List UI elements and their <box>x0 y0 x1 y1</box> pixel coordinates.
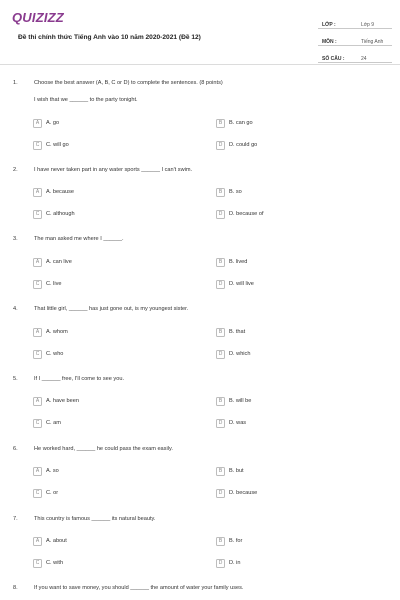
option-text: C. will go <box>46 142 69 148</box>
option-letter-box: C <box>33 280 42 289</box>
option-c[interactable] <box>33 349 63 359</box>
option-b[interactable] <box>216 118 253 128</box>
option-a[interactable] <box>33 257 72 267</box>
option-text: D. because <box>229 490 258 496</box>
meta-key: MÔN : <box>322 38 337 45</box>
option-text: A. can live <box>46 259 72 265</box>
option-text: D. was <box>229 420 247 426</box>
option-letter-box: A <box>33 397 42 406</box>
option-d[interactable] <box>216 488 257 498</box>
option-d[interactable] <box>216 209 264 219</box>
option-b[interactable] <box>216 187 242 197</box>
option-text: B. but <box>229 468 244 474</box>
option-a[interactable] <box>33 327 68 337</box>
worksheet-meta <box>318 14 392 65</box>
option-letter-box: B <box>216 467 225 476</box>
option-d[interactable] <box>216 418 246 428</box>
option-letter-box: D <box>216 280 225 289</box>
option-letter-box: A <box>33 467 42 476</box>
option-letter-box: D <box>216 350 225 359</box>
option-text: A. because <box>46 189 74 195</box>
option-c[interactable] <box>33 488 58 498</box>
option-letter-box: C <box>33 350 42 359</box>
option-text: B. for <box>229 538 243 544</box>
meta-value: 24 <box>361 55 367 62</box>
option-letter-box: C <box>33 210 42 219</box>
option-text: A. so <box>46 468 59 474</box>
option-letter-box: A <box>33 328 42 337</box>
option-letter-box: D <box>216 419 225 428</box>
option-letter-box: D <box>216 141 225 150</box>
worksheet-title: Đề thi chính thức Tiếng Anh vào 10 năm 2020-2021 (Đề 12) <box>18 34 201 41</box>
option-text: A. have been <box>46 398 79 404</box>
question-text: I wish that we ______ to the party tonight. <box>34 97 138 103</box>
question-text: I have never taken part in any water sports ______ I can't swim. <box>34 167 193 173</box>
question-number: 1. <box>13 80 18 86</box>
option-letter-box: B <box>216 537 225 546</box>
option-text: C. who <box>46 351 64 357</box>
question-text: He worked hard, ______ he could pass the exam easily. <box>34 446 173 452</box>
option-a[interactable] <box>33 118 59 128</box>
option-c[interactable] <box>33 209 75 219</box>
option-letter-box: C <box>33 419 42 428</box>
option-a[interactable] <box>33 396 79 406</box>
option-letter-box: B <box>216 188 225 197</box>
option-text: C. or <box>46 490 59 496</box>
option-text: B. can go <box>229 120 253 126</box>
question-text: This country is famous ______ its natural beauty. <box>34 516 156 522</box>
option-d[interactable] <box>216 279 254 289</box>
option-letter-box: A <box>33 537 42 546</box>
option-c[interactable] <box>33 558 63 568</box>
option-c[interactable] <box>33 279 62 289</box>
option-b[interactable] <box>216 327 245 337</box>
option-letter-box: B <box>216 328 225 337</box>
option-d[interactable] <box>216 349 250 359</box>
option-text: B. lived <box>229 259 248 265</box>
question-text: If you want to save money, you should ______ the amount of water your family uses. <box>34 585 244 591</box>
option-a[interactable] <box>33 536 67 546</box>
option-text: A. whom <box>46 329 68 335</box>
option-letter-box: D <box>216 489 225 498</box>
option-b[interactable] <box>216 536 242 546</box>
option-text: C. with <box>46 560 64 566</box>
option-letter-box: C <box>33 141 42 150</box>
option-text: A. about <box>46 538 67 544</box>
option-text: B. will be <box>229 398 252 404</box>
option-letter-box: D <box>216 210 225 219</box>
header-divider <box>0 64 400 65</box>
option-text: A. go <box>46 120 60 126</box>
question-number: 6. <box>13 446 18 452</box>
option-text: D. in <box>229 560 241 566</box>
option-letter-box: B <box>216 258 225 267</box>
option-a[interactable] <box>33 466 59 476</box>
question-number: 7. <box>13 516 18 522</box>
option-text: D. will live <box>229 281 254 287</box>
question-number: 3. <box>13 236 18 242</box>
option-text: D. because of <box>229 211 264 217</box>
option-text: B. that <box>229 329 246 335</box>
option-b[interactable] <box>216 466 244 476</box>
option-letter-box: A <box>33 258 42 267</box>
question-text: That little girl, ______ has just gone out, is my youngest sister. <box>34 306 189 312</box>
option-letter-box: A <box>33 188 42 197</box>
option-letter-box: B <box>216 397 225 406</box>
option-letter-box: D <box>216 559 225 568</box>
meta-key: LỚP : <box>322 21 336 28</box>
option-text: C. live <box>46 281 62 287</box>
question-text: The man asked me where I ______. <box>34 236 124 242</box>
option-letter-box: A <box>33 119 42 128</box>
option-a[interactable] <box>33 187 74 197</box>
meta-row-count <box>318 48 392 63</box>
option-text: B. so <box>229 189 242 195</box>
option-d[interactable] <box>216 140 257 150</box>
option-letter-box: B <box>216 119 225 128</box>
option-b[interactable] <box>216 257 247 267</box>
question-number: 8. <box>13 585 18 591</box>
worksheet-header <box>0 0 400 62</box>
question-number: 2. <box>13 167 18 173</box>
option-text: D. could go <box>229 142 258 148</box>
meta-row-subject <box>318 31 392 46</box>
quizizz-logo: QUIZIZZ <box>12 10 64 25</box>
option-text: D. which <box>229 351 251 357</box>
question-number: 4. <box>13 306 18 312</box>
meta-value: Lớp 9 <box>361 21 375 28</box>
meta-key: SỐ CÂU : <box>322 55 345 62</box>
option-c[interactable] <box>33 140 69 150</box>
option-letter-box: C <box>33 489 42 498</box>
option-text: C. am <box>46 420 61 426</box>
option-b[interactable] <box>216 396 251 406</box>
question-number: 5. <box>13 376 18 382</box>
option-c[interactable] <box>33 418 61 428</box>
option-letter-box: C <box>33 559 42 568</box>
meta-value: Tiếng Anh <box>361 38 384 45</box>
question-text: If I ______ free, I'll come to see you. <box>34 376 124 382</box>
option-text: C. although <box>46 211 75 217</box>
option-d[interactable] <box>216 558 241 568</box>
meta-row-class <box>318 14 392 29</box>
question-instruction: Choose the best answer (A, B, C or D) to complete the sentences. (8 points) <box>34 80 223 86</box>
